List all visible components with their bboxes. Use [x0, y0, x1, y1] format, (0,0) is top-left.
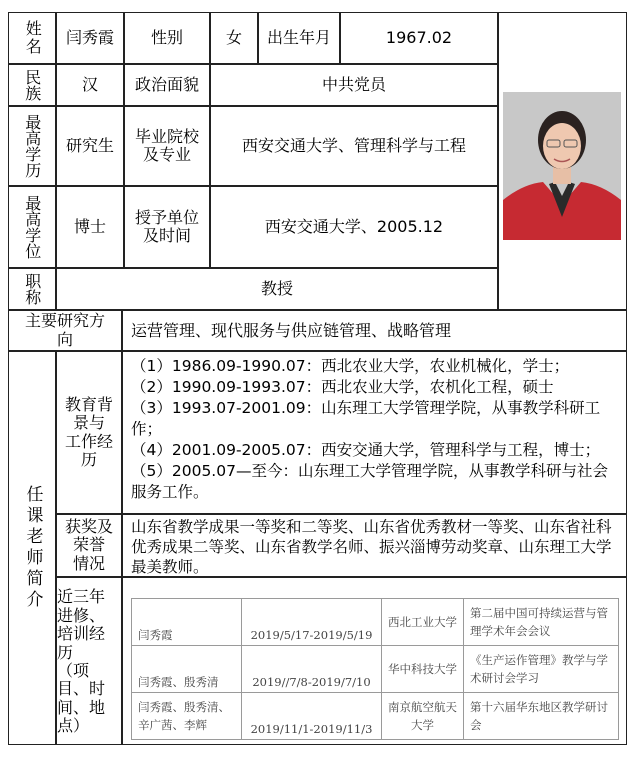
- name-label-text: 姓名: [23, 20, 43, 56]
- education-value: 研究生: [56, 106, 124, 186]
- title-label: [8, 268, 56, 310]
- training-label-line: 进修、: [57, 605, 106, 625]
- training-date: 2019/11/1-2019/11/3: [242, 693, 382, 740]
- political-value: 中共党员: [210, 64, 498, 106]
- training-label-line: 历: [57, 642, 74, 662]
- training-label-line: 培训经: [57, 624, 106, 644]
- research-value: 运营管理、现代服务与供应链管理、战略管理: [122, 310, 627, 351]
- training-label-line: 近三年: [57, 587, 106, 607]
- table-row: [132, 599, 619, 646]
- training-people: 闫秀霞、殷秀清: [132, 646, 242, 693]
- gender-label: 性别: [124, 12, 210, 64]
- training-date: 2019/5/17-2019/5/19: [242, 599, 382, 646]
- birth-value: 1967.02: [340, 12, 498, 64]
- title-value: 教授: [56, 268, 498, 310]
- edu-label-line: 景与: [72, 413, 105, 433]
- school-value: 西安交通大学、管理科学与工程: [210, 106, 498, 186]
- degree-label-text: 最高学位: [22, 195, 42, 259]
- award-text: 山东省教学成果一等奖和二等奖、山东省优秀教材一等奖、山东省社科优秀成果二等奖、山东省教学名师、振兴淄博劳动奖章、山东理工大学最美教师。: [122, 514, 627, 577]
- name-value: 闫秀霞: [56, 12, 124, 64]
- edu-label-line: 历: [80, 449, 97, 469]
- table-row: [132, 693, 619, 740]
- training-cell: [122, 577, 627, 745]
- training-place: 华中科技大学: [382, 646, 464, 693]
- education-label-text: 最高学历: [22, 114, 42, 178]
- award-label-line: 获奖及: [64, 516, 113, 536]
- training-people: 闫秀霞: [132, 599, 242, 646]
- table-row: [132, 646, 619, 693]
- training-event: 《生产运作管理》教学与学术研讨会学习: [464, 646, 619, 693]
- grant-label-line1: 授予单位: [134, 207, 199, 227]
- political-label: 政治面貌: [124, 64, 210, 106]
- edu-entry: （3）1993.07-2001.09：山东理工大学管理学院，从事教学科研工作；: [131, 399, 601, 438]
- portrait-image: [503, 92, 621, 240]
- birth-label: 出生年月: [258, 12, 340, 64]
- gender-value: 女: [210, 12, 258, 64]
- training-date: 2019//7/8-2019/7/10: [242, 646, 382, 693]
- award-label-line: 荣誉: [72, 535, 105, 555]
- edu-entry: （4）2001.09-2005.07：西安交通大学，管理科学与工程，博士；: [131, 441, 601, 459]
- ethnic-label: [8, 64, 56, 106]
- research-label: [8, 310, 122, 351]
- research-label-line2: 向: [56, 329, 73, 349]
- edu-label-line: 工作经: [64, 431, 113, 451]
- portrait-photo: [503, 92, 621, 240]
- edu-entry: （5）2005.07—至今：山东理工大学管理学院，从事教学科研与社会服务工作。: [131, 462, 608, 501]
- school-label-line1: 毕业院校: [134, 126, 199, 146]
- training-label-line: （项: [57, 661, 90, 680]
- ethnic-label-text: 民族: [22, 69, 42, 101]
- edu-entry: （2）1990.09-1993.07：西北农业大学，农机化工程，硕士: [131, 378, 554, 396]
- award-label-line: 情况: [72, 553, 105, 573]
- training-label-line: 间、地: [57, 697, 106, 717]
- grant-label-line2: 及时间: [142, 226, 191, 245]
- research-label-line1: 主要研究方: [24, 311, 105, 331]
- teacher-intro-label-text: 任课老师简介: [22, 485, 43, 611]
- degree-value: 博士: [56, 186, 124, 268]
- training-event: 第二届中国可持续运营与管理学术年会会议: [464, 599, 619, 646]
- training-place: 南京航空航天大学: [382, 693, 464, 740]
- edu-background-label: [56, 351, 122, 514]
- training-table: [131, 598, 619, 740]
- education-label: [8, 106, 56, 186]
- grant-label: [124, 186, 210, 268]
- degree-label: [8, 186, 56, 268]
- grant-value: 西安交通大学、2005.12: [210, 186, 498, 268]
- training-event: 第十六届华东地区教学研讨会: [464, 693, 619, 740]
- edu-label-line: 教育背: [64, 394, 113, 414]
- training-label-line: 点）: [57, 716, 90, 736]
- school-label-line2: 及专业: [142, 145, 191, 164]
- name-label: [8, 12, 56, 64]
- award-label: [56, 514, 122, 577]
- school-label: [124, 106, 210, 186]
- training-label: [56, 577, 122, 745]
- ethnic-value: 汉: [56, 64, 124, 106]
- edu-background-list: [122, 351, 627, 514]
- title-label-text: 职称: [22, 273, 42, 305]
- teacher-intro-label: [8, 351, 56, 745]
- training-people: 闫秀霞、殷秀清、辛广茜、李辉: [132, 693, 242, 740]
- training-place: 西北工业大学: [382, 599, 464, 646]
- training-label-line: 目、时: [57, 679, 106, 699]
- edu-entry: （1）1986.09-1990.07：西北农业大学，农业机械化，学士；: [131, 357, 570, 375]
